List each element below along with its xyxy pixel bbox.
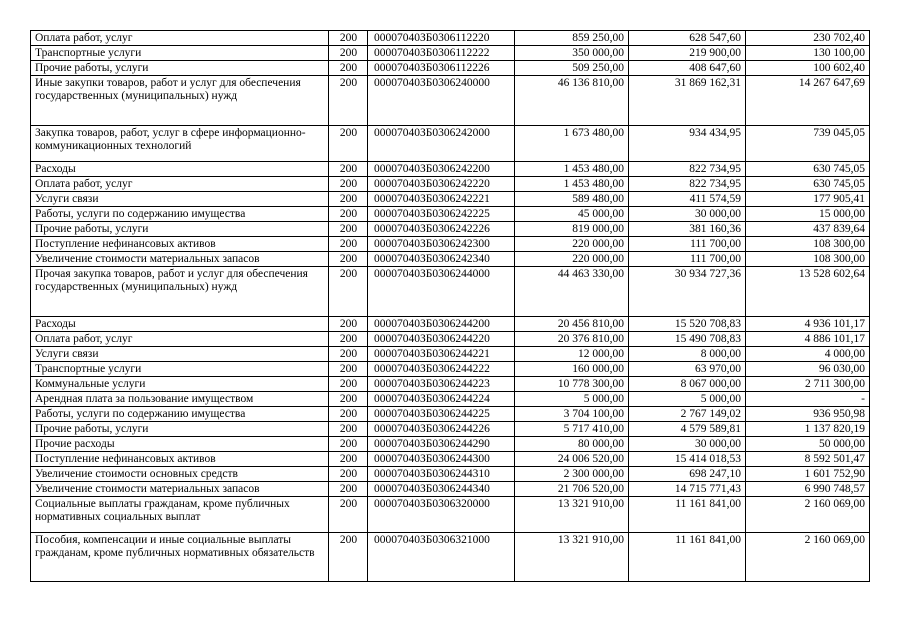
row-budget-code: 00007040ЗБ0306244310 [368,467,515,482]
row-budget-code: 00007040ЗБ0306242221 [368,192,515,207]
row-unexecuted: 8 592 501,47 [746,452,870,467]
row-line-code: 200 [329,332,368,347]
row-unexecuted: 13 528 602,64 [746,267,870,317]
row-approved: 589 480,00 [515,192,629,207]
row-approved: 1 453 480,00 [515,177,629,192]
table-row [31,31,870,46]
row-executed: 111 700,00 [629,252,746,267]
table-row [31,392,870,407]
row-executed: 4 579 589,81 [629,422,746,437]
row-approved: 13 321 910,00 [515,497,629,533]
row-unexecuted: 630 745,05 [746,177,870,192]
row-line-code: 200 [329,377,368,392]
row-line-code: 200 [329,252,368,267]
row-line-code: 200 [329,237,368,252]
row-line-code: 200 [329,392,368,407]
row-executed: 628 547,60 [629,31,746,46]
row-line-code: 200 [329,437,368,452]
row-name: Социальные выплаты гражданам, кроме публичных нормативных социальных выплат [31,497,329,533]
row-executed: 63 970,00 [629,362,746,377]
table-row [31,252,870,267]
row-name: Арендная плата за пользование имуществом [31,392,329,407]
row-line-code: 200 [329,362,368,377]
table-row [31,46,870,61]
row-line-code: 200 [329,467,368,482]
row-budget-code: 00007040ЗБ0306112220 [368,31,515,46]
row-budget-code: 00007040ЗБ0306242300 [368,237,515,252]
row-name: Расходы [31,317,329,332]
row-unexecuted: 4 936 101,17 [746,317,870,332]
row-approved: 1 673 480,00 [515,126,629,162]
row-line-code: 200 [329,347,368,362]
row-unexecuted: 4 886 101,17 [746,332,870,347]
row-executed: 5 000,00 [629,392,746,407]
row-approved: 46 136 810,00 [515,76,629,126]
table-row [31,237,870,252]
budget-execution-table [30,30,870,582]
table-row [31,332,870,347]
row-unexecuted: 50 000,00 [746,437,870,452]
row-name: Увеличение стоимости материальных запасов [31,252,329,267]
table-row [31,497,870,533]
row-approved: 220 000,00 [515,237,629,252]
table-row [31,267,870,317]
row-name: Поступление нефинансовых активов [31,452,329,467]
row-executed: 411 574,59 [629,192,746,207]
row-budget-code: 00007040ЗБ0306321000 [368,533,515,582]
row-unexecuted: 108 300,00 [746,237,870,252]
table-row [31,467,870,482]
row-line-code: 200 [329,61,368,76]
row-executed: 15 414 018,53 [629,452,746,467]
row-name: Оплата работ, услуг [31,31,329,46]
row-name: Прочие работы, услуги [31,222,329,237]
table-row [31,452,870,467]
row-executed: 822 734,95 [629,177,746,192]
table-row [31,162,870,177]
row-approved: 44 463 330,00 [515,267,629,317]
row-unexecuted: 1 137 820,19 [746,422,870,437]
row-name: Поступление нефинансовых активов [31,237,329,252]
row-name: Расходы [31,162,329,177]
row-approved: 10 778 300,00 [515,377,629,392]
row-line-code: 200 [329,207,368,222]
row-unexecuted: 630 745,05 [746,162,870,177]
table-row [31,422,870,437]
row-budget-code: 00007040ЗБ0306244225 [368,407,515,422]
table-row [31,317,870,332]
row-line-code: 200 [329,267,368,317]
row-unexecuted: 177 905,41 [746,192,870,207]
row-line-code: 200 [329,222,368,237]
row-budget-code: 00007040ЗБ0306244221 [368,347,515,362]
row-executed: 822 734,95 [629,162,746,177]
row-line-code: 200 [329,482,368,497]
table-row [31,61,870,76]
row-name: Оплата работ, услуг [31,332,329,347]
row-line-code: 200 [329,452,368,467]
row-approved: 3 704 100,00 [515,407,629,422]
row-unexecuted: 230 702,40 [746,31,870,46]
row-approved: 12 000,00 [515,347,629,362]
row-approved: 220 000,00 [515,252,629,267]
row-name: Услуги связи [31,192,329,207]
table-row [31,377,870,392]
row-executed: 8 067 000,00 [629,377,746,392]
row-line-code: 200 [329,317,368,332]
row-name: Закупка товаров, работ, услуг в сфере информационно-коммуникационных технологий [31,126,329,162]
row-executed: 30 000,00 [629,437,746,452]
row-executed: 11 161 841,00 [629,497,746,533]
row-approved: 21 706 520,00 [515,482,629,497]
table-row [31,192,870,207]
row-unexecuted: 130 100,00 [746,46,870,61]
row-approved: 160 000,00 [515,362,629,377]
row-budget-code: 00007040ЗБ0306242226 [368,222,515,237]
row-unexecuted: 437 839,64 [746,222,870,237]
row-unexecuted: 2 160 069,00 [746,497,870,533]
row-budget-code: 00007040ЗБ0306242340 [368,252,515,267]
row-unexecuted: 936 950,98 [746,407,870,422]
row-budget-code: 00007040ЗБ0306244340 [368,482,515,497]
row-name: Работы, услуги по содержанию имущества [31,407,329,422]
row-executed: 381 160,36 [629,222,746,237]
row-name: Оплата работ, услуг [31,177,329,192]
row-unexecuted: 6 990 748,57 [746,482,870,497]
row-name: Пособия, компенсации и иные социальные выплаты гражданам, кроме публичных нормативных обязательств [31,533,329,582]
row-budget-code: 00007040ЗБ0306242200 [368,162,515,177]
row-budget-code: 00007040ЗБ0306244000 [368,267,515,317]
row-name: Услуги связи [31,347,329,362]
row-line-code: 200 [329,533,368,582]
row-executed: 698 247,10 [629,467,746,482]
row-approved: 20 376 810,00 [515,332,629,347]
row-unexecuted: 1 601 752,90 [746,467,870,482]
row-name: Коммунальные услуги [31,377,329,392]
row-approved: 5 717 410,00 [515,422,629,437]
row-line-code: 200 [329,407,368,422]
row-approved: 1 453 480,00 [515,162,629,177]
row-budget-code: 00007040ЗБ0306244223 [368,377,515,392]
row-executed: 408 647,60 [629,61,746,76]
table-row [31,407,870,422]
row-executed: 8 000,00 [629,347,746,362]
row-line-code: 200 [329,162,368,177]
row-line-code: 200 [329,31,368,46]
row-budget-code: 00007040ЗБ0306244200 [368,317,515,332]
row-approved: 24 006 520,00 [515,452,629,467]
row-unexecuted: 2 711 300,00 [746,377,870,392]
row-approved: 819 000,00 [515,222,629,237]
row-name: Иные закупки товаров, работ и услуг для обеспечения государственных (муниципальных) нужд [31,76,329,126]
row-line-code: 200 [329,76,368,126]
table-row [31,207,870,222]
table-row [31,76,870,126]
table-row [31,533,870,582]
row-line-code: 200 [329,422,368,437]
row-budget-code: 00007040ЗБ0306244290 [368,437,515,452]
table-row [31,482,870,497]
row-name: Прочая закупка товаров, работ и услуг для обеспечения государственных (муниципальных) нужд [31,267,329,317]
row-approved: 859 250,00 [515,31,629,46]
row-executed: 15 520 708,83 [629,317,746,332]
row-approved: 80 000,00 [515,437,629,452]
row-line-code: 200 [329,177,368,192]
row-line-code: 200 [329,46,368,61]
table-row [31,347,870,362]
row-line-code: 200 [329,126,368,162]
row-budget-code: 00007040ЗБ0306244224 [368,392,515,407]
row-executed: 30 000,00 [629,207,746,222]
row-executed: 31 869 162,31 [629,76,746,126]
row-approved: 5 000,00 [515,392,629,407]
row-name: Увеличение стоимости материальных запасов [31,482,329,497]
row-executed: 15 490 708,83 [629,332,746,347]
row-executed: 30 934 727,36 [629,267,746,317]
row-executed: 14 715 771,43 [629,482,746,497]
row-name: Прочие работы, услуги [31,422,329,437]
row-budget-code: 00007040ЗБ0306242225 [368,207,515,222]
row-name: Прочие расходы [31,437,329,452]
row-budget-code: 00007040ЗБ0306240000 [368,76,515,126]
row-name: Транспортные услуги [31,362,329,377]
row-budget-code: 00007040ЗБ0306242220 [368,177,515,192]
row-unexecuted: 4 000,00 [746,347,870,362]
row-approved: 20 456 810,00 [515,317,629,332]
row-budget-code: 00007040ЗБ0306242000 [368,126,515,162]
table-row [31,437,870,452]
table-row [31,362,870,377]
row-unexecuted: - [746,392,870,407]
row-budget-code: 00007040ЗБ0306244222 [368,362,515,377]
table-row [31,222,870,237]
row-line-code: 200 [329,497,368,533]
row-name: Работы, услуги по содержанию имущества [31,207,329,222]
row-unexecuted: 96 030,00 [746,362,870,377]
row-line-code: 200 [329,192,368,207]
row-approved: 45 000,00 [515,207,629,222]
table-row [31,177,870,192]
row-executed: 2 767 149,02 [629,407,746,422]
row-budget-code: 00007040ЗБ0306244300 [368,452,515,467]
row-unexecuted: 108 300,00 [746,252,870,267]
row-budget-code: 00007040ЗБ0306112222 [368,46,515,61]
row-approved: 2 300 000,00 [515,467,629,482]
row-budget-code: 00007040ЗБ0306320000 [368,497,515,533]
row-unexecuted: 2 160 069,00 [746,533,870,582]
row-executed: 219 900,00 [629,46,746,61]
row-name: Прочие работы, услуги [31,61,329,76]
row-budget-code: 00007040ЗБ0306244220 [368,332,515,347]
row-approved: 350 000,00 [515,46,629,61]
row-unexecuted: 739 045,05 [746,126,870,162]
row-budget-code: 00007040ЗБ0306244226 [368,422,515,437]
row-approved: 509 250,00 [515,61,629,76]
row-approved: 13 321 910,00 [515,533,629,582]
row-name: Транспортные услуги [31,46,329,61]
row-executed: 111 700,00 [629,237,746,252]
row-name: Увеличение стоимости основных средств [31,467,329,482]
row-unexecuted: 100 602,40 [746,61,870,76]
table-row [31,126,870,162]
row-unexecuted: 14 267 647,69 [746,76,870,126]
row-executed: 11 161 841,00 [629,533,746,582]
row-budget-code: 00007040ЗБ0306112226 [368,61,515,76]
row-executed: 934 434,95 [629,126,746,162]
row-unexecuted: 15 000,00 [746,207,870,222]
